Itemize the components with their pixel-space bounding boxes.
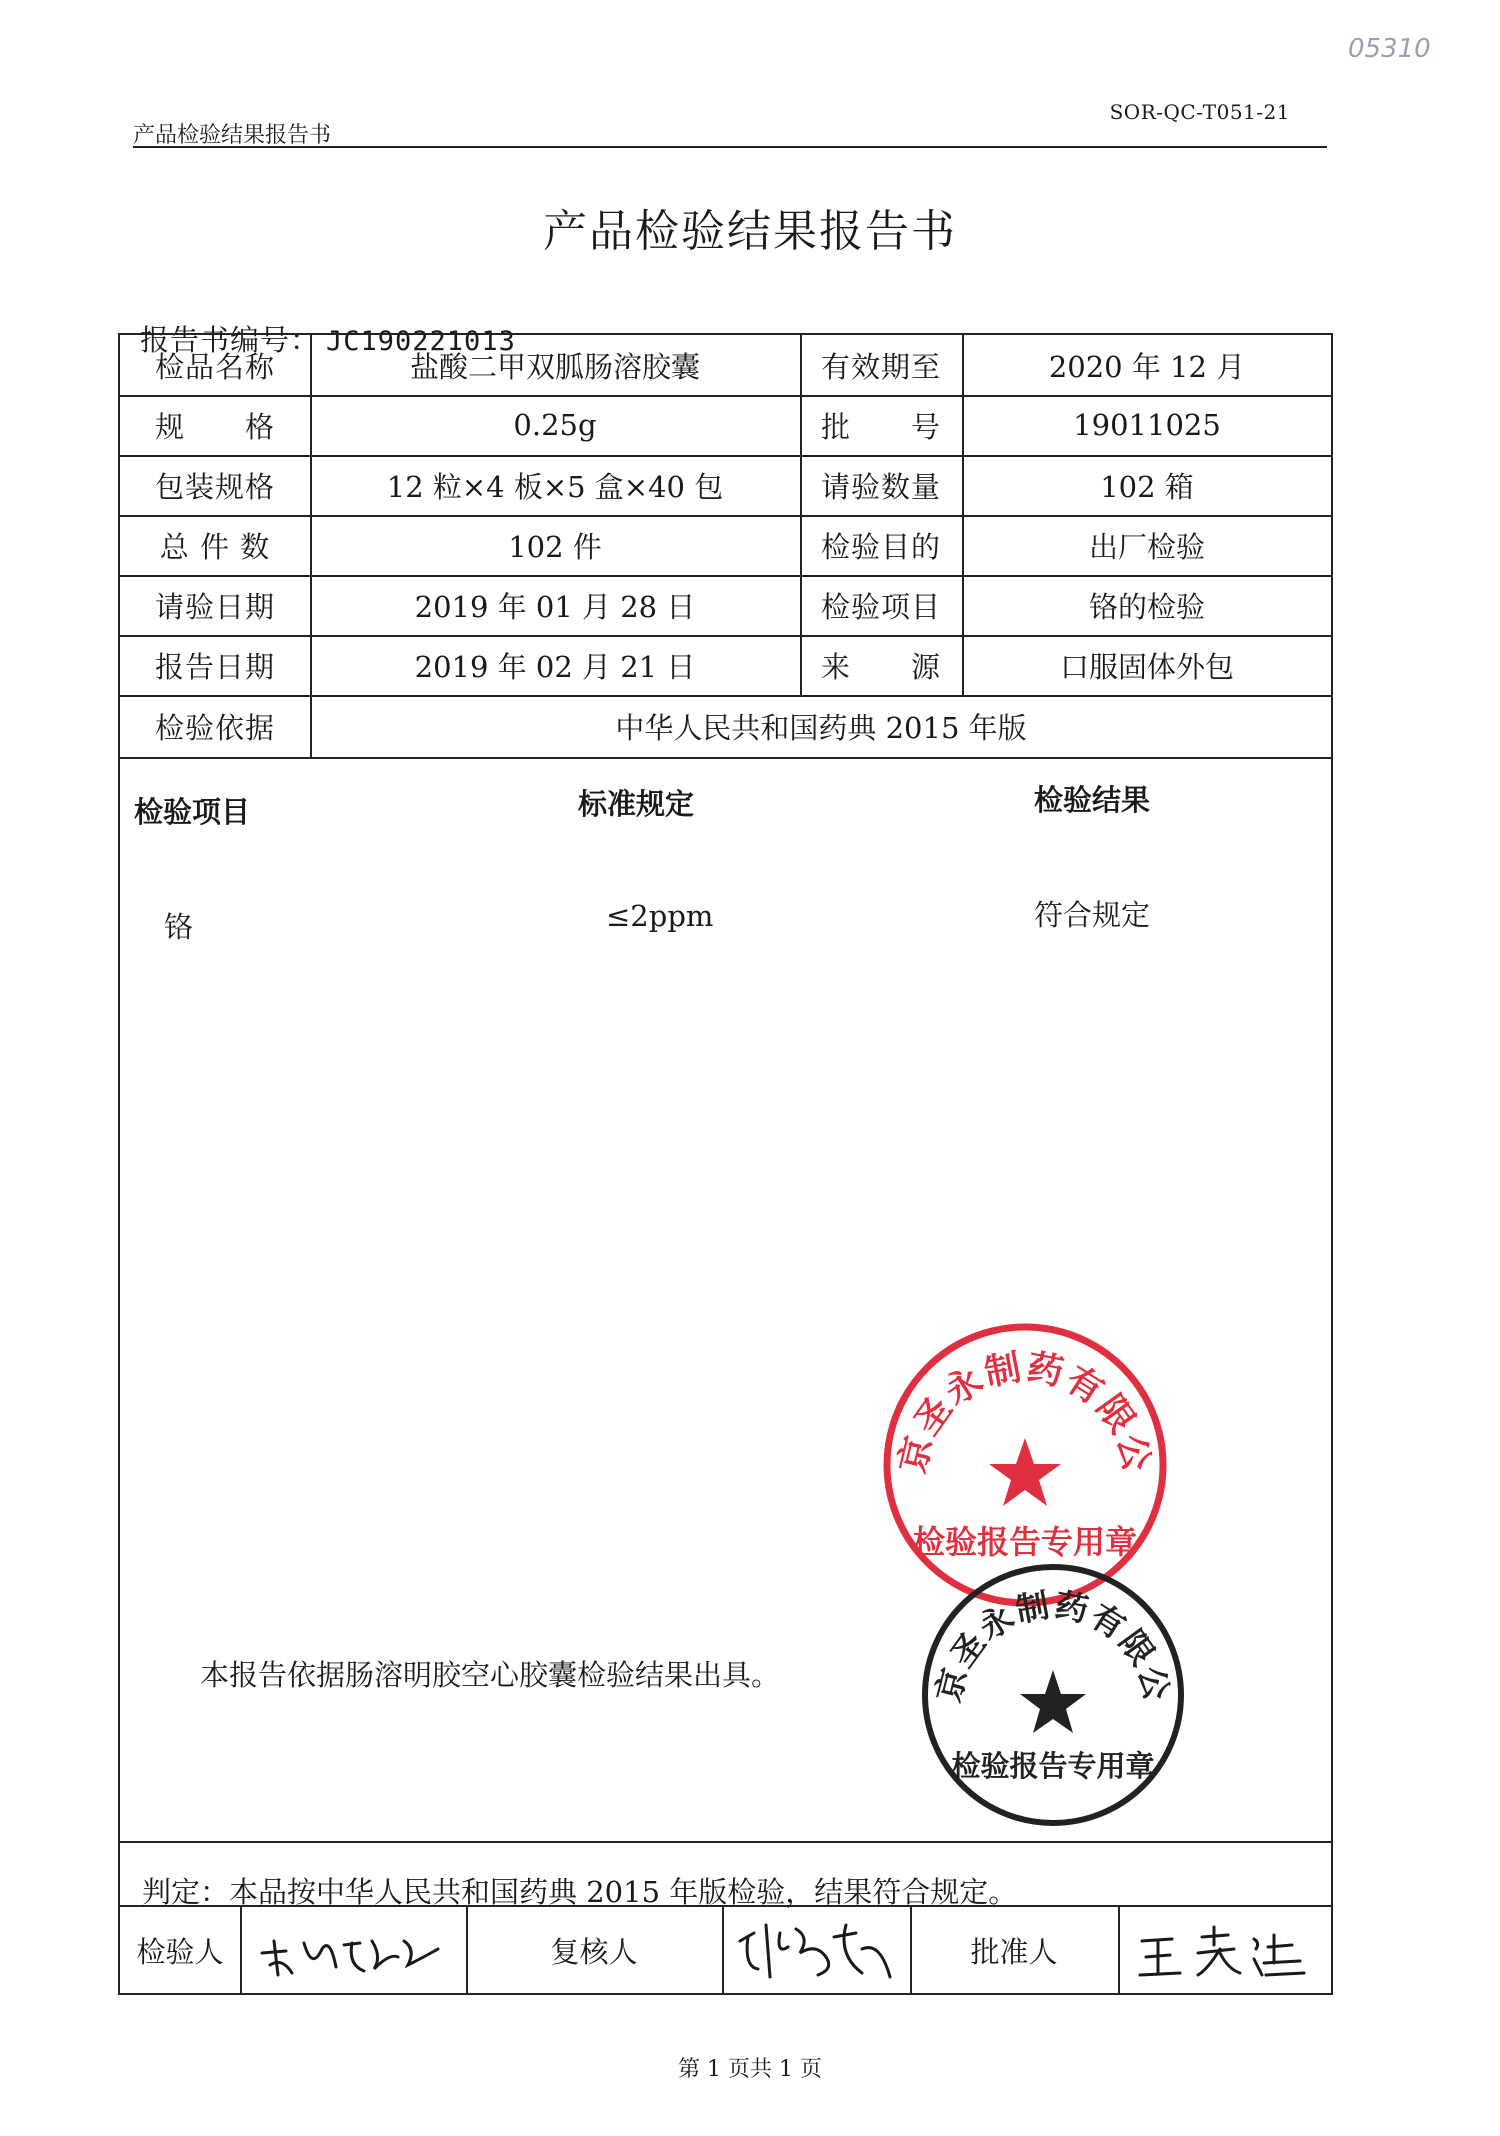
report-number-value: JC190221013: [326, 326, 516, 357]
value-request-date: 2019 年 01 月 28 日: [414, 589, 696, 624]
page-footer: 第 1 页共 1 页: [678, 2057, 822, 2082]
label-batch: 批 号: [820, 409, 941, 444]
result-value: 符合规定: [1034, 898, 1151, 932]
report-remark: 本报告依据肠溶明胶空心胶囊检验结果出具。: [200, 1658, 781, 1692]
value-purpose: 出厂检验: [1088, 529, 1205, 564]
label-test-item: 检验项目: [820, 589, 941, 624]
value-product-name: 盐酸二甲双胍肠溶胶囊: [409, 349, 700, 384]
header-form-code: SOR-QC-T051-21: [1109, 100, 1290, 124]
label-total-pieces: 总 件 数: [159, 529, 271, 564]
inspector-label: 检验人: [136, 1934, 224, 1969]
results-header-result: 检验结果: [1034, 783, 1151, 817]
label-basis: 检验依据: [154, 710, 275, 745]
conclusion: 判定：本品按中华人民共和国药典 2015 年版检验，结果符合规定。: [142, 1875, 1018, 1909]
table-rule: [120, 757, 1331, 759]
label-request-date: 请验日期: [154, 589, 275, 624]
value-batch: 19011025: [1073, 408, 1221, 442]
sig-col-rule: [240, 1905, 242, 1995]
page-title: 产品检验结果报告书: [543, 206, 957, 257]
label-report-date: 报告日期: [154, 649, 275, 684]
label-expiry: 有效期至: [820, 349, 941, 384]
conclusion-top-rule: [120, 1841, 1331, 1843]
value-spec: 0.25g: [513, 408, 597, 442]
value-expiry: 2020 年 12 月: [1048, 349, 1246, 384]
value-packaging: 12 粒×4 板×5 盒×40 包: [386, 469, 724, 504]
label-product-name: 检品名称: [154, 349, 275, 384]
header-divider: [133, 146, 1327, 148]
svg-text:检验报告专用章: 检验报告专用章: [951, 1749, 1155, 1783]
value-basis: 中华人民共和国药典 2015 年版: [615, 710, 1027, 745]
inspector-signature: [248, 1913, 460, 1989]
svg-text:检验报告专用章: 检验报告专用章: [912, 1523, 1138, 1561]
sig-col-rule: [1118, 1905, 1120, 1995]
result-item: 铬: [164, 910, 194, 944]
label-spec: 规 格: [154, 409, 275, 444]
results-header-standard: 标准规定: [578, 787, 695, 821]
reviewer-signature: [730, 1907, 906, 1991]
results-header-item: 检验项目: [134, 795, 251, 829]
value-request-qty: 102 箱: [1100, 469, 1194, 504]
header-doc-title: 产品检验结果报告书: [133, 123, 332, 148]
label-purpose: 检验目的: [820, 529, 941, 564]
approver-label: 批准人: [970, 1934, 1058, 1969]
label-request-qty: 请验数量: [820, 469, 941, 504]
approver-signature: [1124, 1913, 1324, 1989]
label-packaging: 包装规格: [154, 469, 275, 504]
sig-col-rule: [722, 1905, 724, 1995]
reviewer-label: 复核人: [550, 1934, 638, 1969]
svg-text:北京圣永制药有限公司: 京圣永制药有限公: [928, 1584, 1178, 1706]
value-total-pieces: 102 件: [508, 529, 602, 564]
result-standard: ≤2ppm: [606, 899, 714, 933]
value-source: 口服固体外包: [1059, 649, 1234, 684]
black-inspection-seal: [918, 1560, 1188, 1830]
corner-handwritten-note: 05310: [1348, 34, 1431, 64]
label-source: 来 源: [820, 649, 941, 684]
value-test-item: 铬的检验: [1088, 589, 1205, 624]
report-number-label: 报告书编号：: [140, 323, 321, 357]
value-report-date: 2019 年 02 月 21 日: [414, 649, 696, 684]
svg-text:北京圣永制药有限公司: 京圣永制药有限公: [892, 1346, 1158, 1478]
